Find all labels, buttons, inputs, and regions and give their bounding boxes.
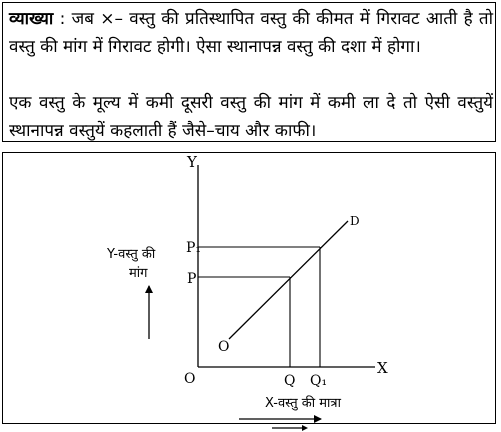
p-label: P [187, 271, 197, 287]
origin-label: O [184, 371, 196, 387]
diagram-svg [3, 153, 497, 425]
substitute-goods-diagram [2, 152, 496, 424]
cutoff-arrow-fragment [270, 424, 310, 432]
y-axis-label: Y [187, 153, 197, 171]
explanation-box [2, 2, 496, 142]
y-caption-line-1: Y-वस्तु की [107, 247, 156, 262]
explanation-paragraph-2: एक वस्तु के मूल्य में कमी दूसरी वस्तु की मांग में कमी ला दे तो ऐसी वस्तुयें स्थानापन्न वस्तुयें कहलाती हैं जैसे–चाय और काफी। [9, 93, 493, 141]
q1-label: Q₁ [310, 373, 328, 389]
x-caption: X-वस्तु की मात्रा [265, 396, 341, 411]
q-label: Q [284, 373, 296, 389]
y-caption-line-2: मांग [129, 266, 148, 281]
x-axis-label: X [377, 359, 388, 377]
p1-label: P₁ [186, 240, 202, 256]
line-end-label: D [350, 214, 360, 228]
line-start-label: O [218, 339, 230, 355]
explanation-label: व्याख्या [9, 9, 54, 29]
demand-line [229, 221, 348, 339]
explanation-paragraph-1 [9, 5, 493, 61]
explanation-separator: : [59, 9, 66, 29]
explanation-text-1: जब ×– वस्तु की प्रतिस्थापित वस्तु की कीमत में गिरावट आती है तो वस्तु की मांग में गिरावट होगी। ऐसा स्थानापन्न वस्तु की दशा में होगा। [9, 9, 494, 57]
